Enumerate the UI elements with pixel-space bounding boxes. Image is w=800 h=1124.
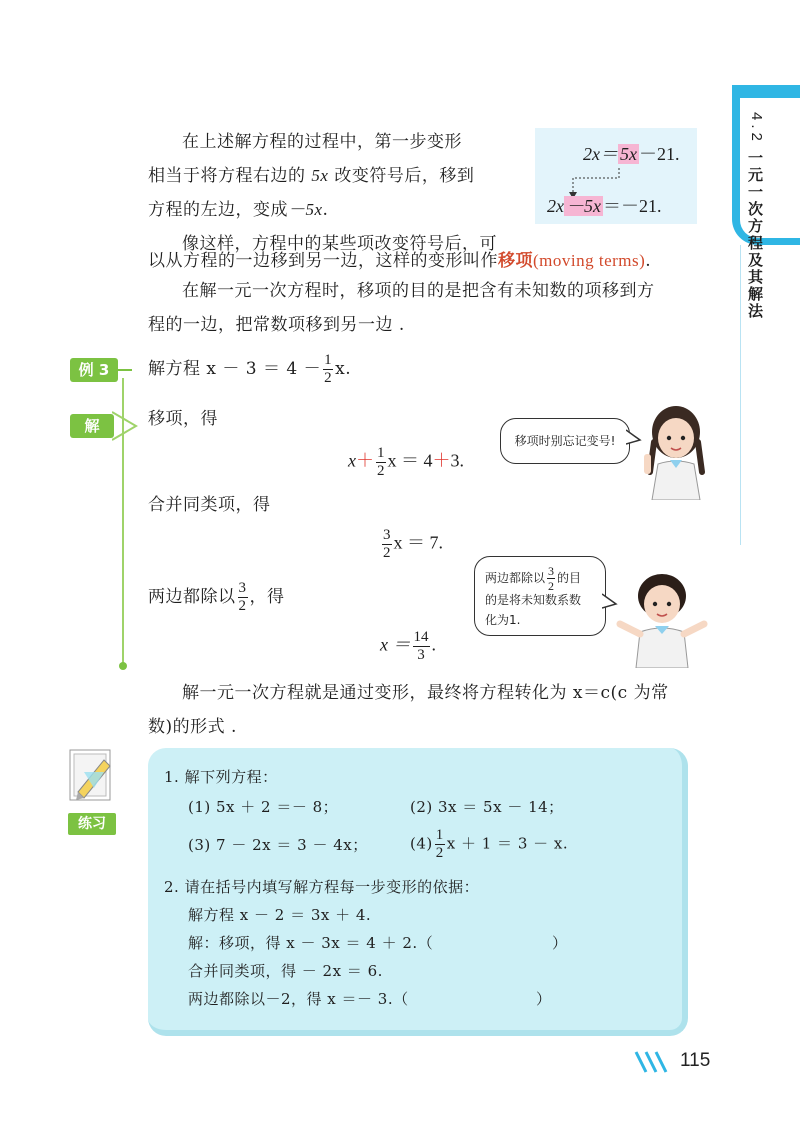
side-divider <box>740 245 741 545</box>
section-number: 4.2 <box>748 112 765 145</box>
girl-figure <box>638 402 714 500</box>
practice-q2-line-1: 解方程 x － 2 ＝ 3x ＋ 4. <box>188 906 372 924</box>
summary-line-1: 解一元一次方程就是通过变形，最终将方程转化为 x＝c(c 为常 <box>182 683 669 703</box>
practice-q1-3: (3) 7 － 2x ＝ 3 － 4x； <box>188 836 368 854</box>
practice-box <box>148 748 688 1036</box>
solution-tag-arrow <box>112 410 142 442</box>
boy-figure <box>612 570 712 668</box>
step-3-label: 两边都除以 $\frac{3}{2}$ ，得 <box>148 580 285 614</box>
intro-line-3: 方程的左边，变成－5x. <box>148 200 329 220</box>
intro-line-4: 像这样，方程中的某些项改变符号后，可 <box>182 234 497 254</box>
equation-bottom: 2x －5x ＝－21. <box>547 196 662 216</box>
example-prompt: 解方程 x － 3 ＝ 4 － $\frac{1}{2}$ x. <box>148 352 352 386</box>
example-tag: 例 3 <box>70 358 118 382</box>
intro-line-6: 在解一元一次方程时，移项的目的是把含有未知数的项移到方 <box>182 281 655 301</box>
step-2-equation: $\frac{3}{2}$ x ＝ 7. <box>383 527 443 561</box>
summary-line-2: 数)的形式 . <box>148 717 237 737</box>
practice-q2: 2. 请在括号内填写解方程每一步变形的依据： <box>164 878 480 896</box>
practice-q2-blank-1[interactable]: ） <box>552 934 568 952</box>
section-title: 一元一次方程及其解法 <box>746 150 764 320</box>
equation-box <box>535 128 697 224</box>
intro-line-7: 程的一边，把常数项移到另一边 . <box>148 315 405 335</box>
page-number: 115 <box>680 1050 711 1071</box>
step-2-label: 合并同类项，得 <box>148 495 271 515</box>
pencil-notebook-icon <box>64 742 124 812</box>
practice-q2-line-4: 两边都除以－2，得 x ＝－ 3.（ <box>188 990 409 1008</box>
practice-q1: 1. 解下列方程： <box>164 768 278 786</box>
step-1-label: 移项，得 <box>148 409 218 429</box>
boy-speech-bubble: 两边都除以 $\frac{3}{2}$ 的目 的是将未知数系数 化为1. <box>474 556 606 636</box>
practice-q1-1: (1) 5x ＋ 2 ＝－ 8； <box>188 798 339 816</box>
practice-tag: 练习 <box>68 813 116 835</box>
intro-line-5: 以从方程的一边移到另一边，这样的变形叫作移项(moving terms). <box>148 251 652 271</box>
equation-top: 2x＝ 5x －21. <box>583 144 680 164</box>
practice-q1-4: (4) $\frac{1}{2}$ x ＋ 1 ＝ 3 － x. <box>410 827 569 861</box>
step-3-equation: x ＝ $\frac{14}{3}$ . <box>380 629 436 663</box>
solution-guide-line <box>122 378 124 666</box>
practice-q1-2: (2) 3x ＝ 5x － 14； <box>410 798 564 816</box>
page-number-decoration-icon <box>632 1050 676 1074</box>
girl-speech-bubble: 移项时别忘记变号! <box>500 418 630 464</box>
intro-line-2: 相当于将方程右边的 5x 改变符号后，移到 <box>148 166 475 186</box>
solution-guide-end <box>119 662 127 670</box>
solution-tag: 解 <box>70 414 114 438</box>
term-moving: 移项 <box>498 251 533 271</box>
intro-line-1: 在上述解方程的过程中，第一步变形 <box>182 132 462 152</box>
practice-q2-blank-2[interactable]: ） <box>536 990 552 1008</box>
practice-q2-line-2: 解：移项，得 x － 3x ＝ 4 ＋ 2.（ <box>188 934 434 952</box>
practice-q2-line-3: 合并同类项，得 － 2x ＝ 6. <box>188 962 383 980</box>
step-1-equation: x＋ $\frac{1}{2}$ x ＝ 4＋3. <box>348 445 464 479</box>
